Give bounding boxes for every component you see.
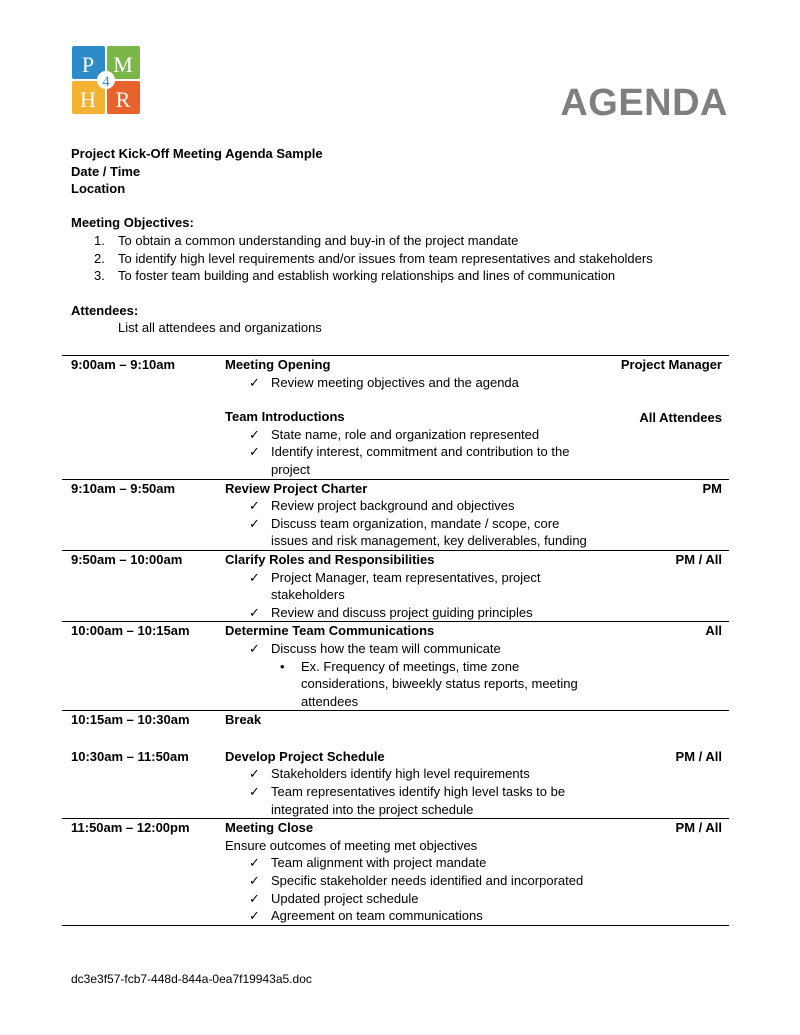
objectives-list (94, 232, 653, 285)
owner-cell: All (595, 622, 729, 711)
svg-text:M: M (113, 52, 133, 77)
table-row (62, 356, 729, 480)
topic-title: Clarify Roles and Responsibilities (225, 551, 435, 567)
owner-cell: PM / All (675, 748, 722, 764)
document-header (71, 145, 323, 198)
topic-title: Review Project Charter (225, 480, 368, 496)
check-item: ✓ Team representatives identify high level tasks to be integrated into the project schedule (225, 783, 591, 818)
owner-cell: All Attendees (639, 409, 722, 425)
owner-cell: Project Manager (620, 357, 722, 372)
check-item: ✓ State name, role and organization represented (225, 426, 595, 444)
attendees-text: List all attendees and organizations (118, 320, 322, 335)
time-cell: 10:15am – 10:30am (62, 711, 225, 748)
time-cell: 10:30am – 11:50am (71, 748, 189, 764)
check-item: ✓ Team alignment with project mandate (225, 854, 595, 872)
check-item: ✓ Review and discuss project guiding principles (225, 604, 595, 622)
table-row (62, 622, 729, 711)
intro-text: Ensure outcomes of meeting met objectives (225, 837, 478, 853)
agenda-table (62, 355, 729, 926)
topic-title: Break (225, 712, 262, 728)
check-item: ✓ Updated project schedule (225, 890, 595, 908)
time-cell: 10:00am – 10:15am (62, 622, 225, 711)
time-cell: 9:50am – 10:00am (62, 550, 225, 621)
topic-title: Team Introductions (225, 409, 345, 425)
check-item: ✓ Stakeholders identify high level requirements (225, 765, 595, 783)
svg-text:4: 4 (102, 74, 110, 90)
agenda-title: AGENDA (560, 82, 728, 124)
check-item: ✓ Specific stakeholder needs identified and incorporated (225, 872, 595, 890)
time-cell: 11:50am – 12:00pm (62, 819, 225, 926)
table-row (62, 550, 729, 621)
svg-text:H: H (80, 87, 96, 112)
pm4hr-logo (72, 46, 140, 114)
document-title: Project Kick-Off Meeting Agenda Sample (71, 146, 323, 161)
list-item: 1. To obtain a common understanding and buy-in of the project mandate (94, 233, 519, 248)
check-item: ✓ Agreement on team communications (225, 907, 595, 925)
footer-filename: dc3e3f57-fcb7-448d-844a-0ea7f19943a5.doc (71, 972, 312, 986)
topic-title: Meeting Opening (225, 357, 331, 372)
objectives-heading: Meeting Objectives: (71, 215, 194, 230)
check-item: ✓ Discuss team organization, mandate / scope, core issues and risk management, key deliverables, funding (225, 515, 591, 550)
owner-cell: PM / All (595, 550, 729, 621)
table-row (62, 819, 729, 926)
date-time-label: Date / Time (71, 163, 141, 179)
owner-cell: PM / All (595, 819, 729, 926)
time-cell: 9:00am – 9:10am (62, 356, 225, 480)
list-item: 2. To identify high level requirements and/or issues from team representatives and stakeholders (94, 250, 653, 266)
attendees-heading: Attendees: (71, 303, 139, 318)
time-cell: 9:10am – 9:50am (62, 479, 225, 550)
check-item: ✓ Review meeting objectives and the agenda (225, 374, 595, 392)
svg-text:P: P (81, 52, 95, 77)
topic-title: Develop Project Schedule (225, 748, 385, 764)
table-row (62, 711, 729, 748)
list-item: 3. To foster team building and establish working relationships and lines of communication (94, 268, 616, 283)
svg-text:R: R (115, 87, 131, 112)
owner-cell: PM (595, 479, 729, 550)
topic-title: Determine Team Communications (225, 623, 435, 639)
location-label: Location (71, 181, 126, 196)
bullet-item: • Ex. Frequency of meetings, time zone considerations, biweekly status reports, meeting attendees (225, 658, 591, 711)
table-row (62, 748, 729, 819)
topic-title: Meeting Close (225, 820, 314, 836)
owner-cell (595, 711, 729, 748)
check-item: ✓ Identify interest, commitment and contribution to the project (225, 443, 591, 478)
table-row (62, 479, 729, 550)
check-item: ✓ Review project background and objectives (225, 497, 595, 515)
check-item: ✓ Project Manager, team representatives, project stakeholders (225, 569, 591, 604)
check-item: ✓ Discuss how the team will communicate (225, 640, 595, 658)
